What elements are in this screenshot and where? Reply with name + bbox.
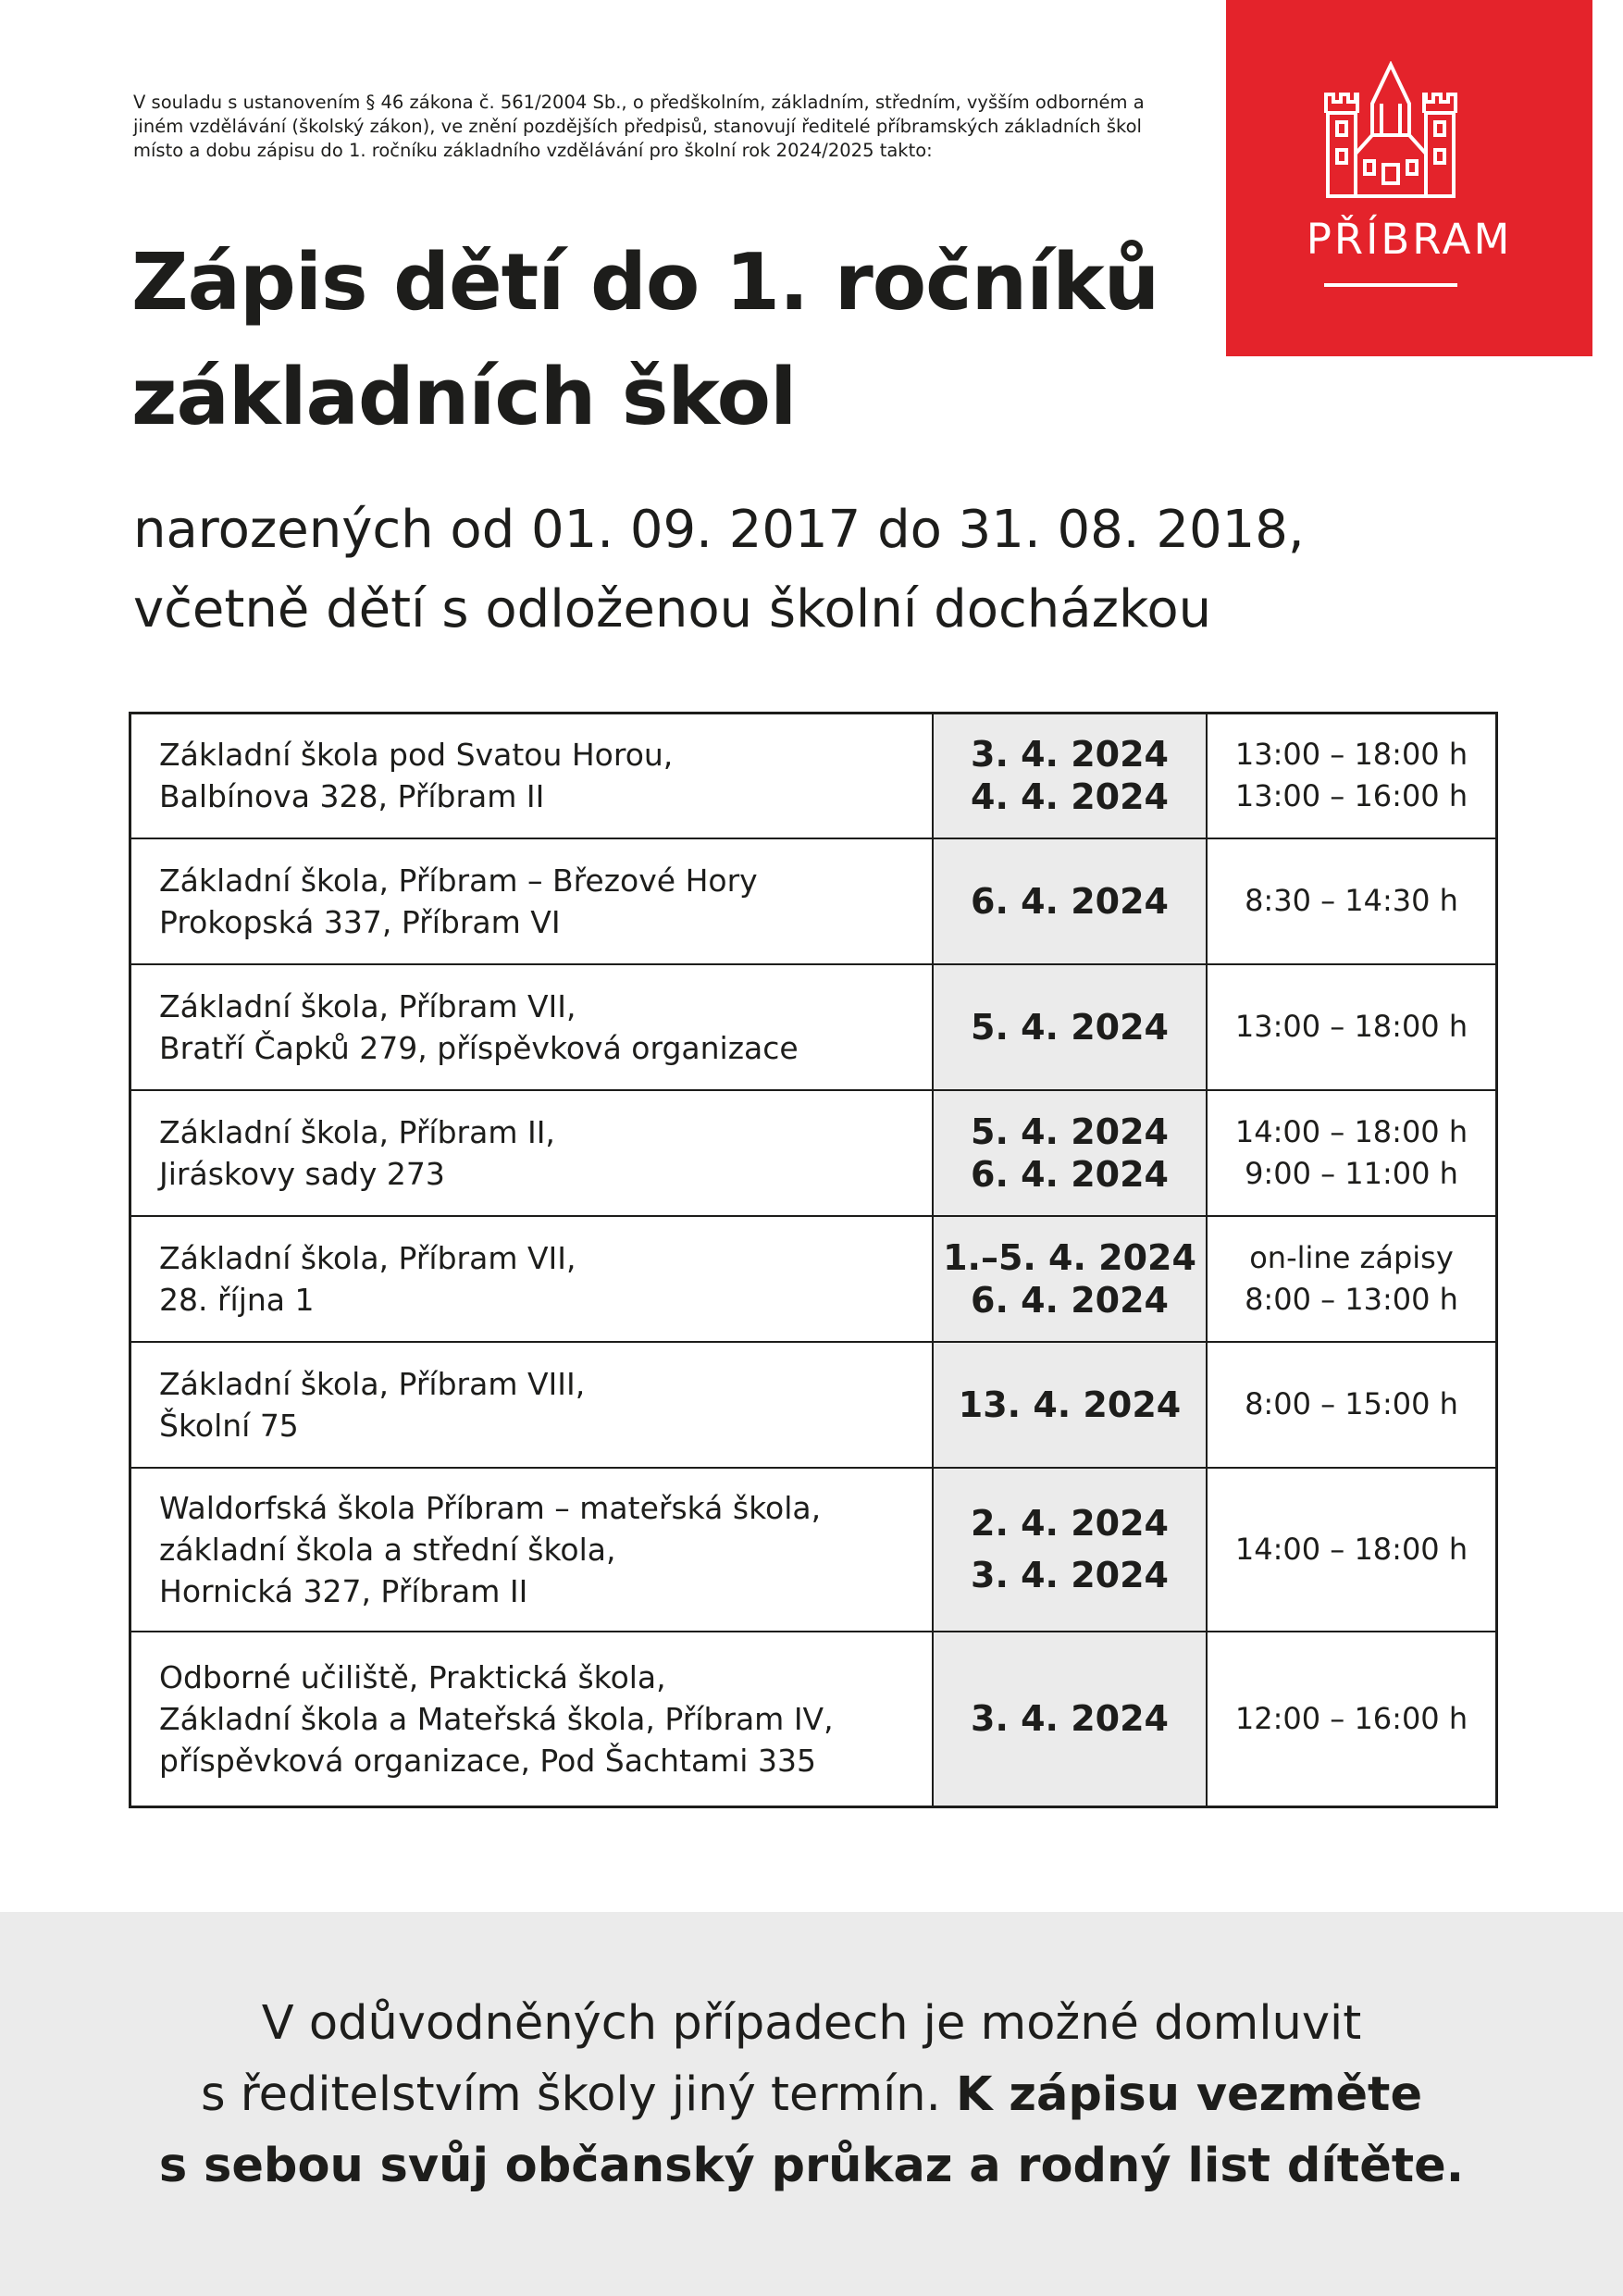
school-line: Základní škola pod Svatou Horou, (159, 737, 674, 774)
school-line: Waldorfská škola Příbram – mateřská škola, (159, 1489, 822, 1526)
enrollment-date: 2. 4. 2024 (971, 1503, 1169, 1544)
enrollment-time: 12:00 – 16:00 h (1234, 1700, 1468, 1736)
enrollment-time: on-line zápisy (1249, 1239, 1454, 1275)
enrollment-date: 6. 4. 2024 (971, 1153, 1169, 1195)
enrollment-date: 1.–5. 4. 2024 (943, 1236, 1196, 1278)
school-line: Bratří Čapků 279, příspěvková organizace (159, 1029, 799, 1066)
schools-table (129, 712, 1498, 1808)
time-cell (1207, 964, 1497, 1090)
school-line: Prokopská 337, Příbram VI (159, 903, 561, 940)
date-cell (933, 964, 1207, 1090)
table-row (130, 1090, 1497, 1216)
table-row (130, 1468, 1497, 1632)
school-line: příspěvková organizace, Pod Šachtami 335 (159, 1742, 816, 1779)
page-subtitle (133, 490, 1475, 650)
enrollment-time: 14:00 – 18:00 h (1234, 1113, 1468, 1149)
time-cell (1207, 1468, 1497, 1632)
school-line: Základní škola, Příbram VIII, (159, 1365, 586, 1402)
footer-line-2-regular: s ředitelstvím školy jiný termín. (200, 2067, 957, 2122)
enrollment-date: 4. 4. 2024 (971, 776, 1169, 818)
school-name-cell (130, 1468, 934, 1632)
footer-line-2-bold: K zápisu vezměte (956, 2067, 1423, 2122)
school-name-cell (130, 714, 934, 838)
time-cell (1207, 1216, 1497, 1342)
footer-note (0, 1988, 1623, 2202)
school-line: Jiráskovy sady 273 (159, 1155, 445, 1192)
enrollment-time: 14:00 – 18:00 h (1234, 1531, 1468, 1567)
school-line: Hornická 327, Příbram II (159, 1572, 528, 1609)
school-name-cell (130, 964, 934, 1090)
school-name-cell (130, 1216, 934, 1342)
enrollment-date: 3. 4. 2024 (971, 734, 1169, 776)
date-cell (933, 1090, 1207, 1216)
enrollment-time: 9:00 – 11:00 h (1245, 1155, 1458, 1191)
table-row (130, 1632, 1497, 1807)
date-cell (933, 838, 1207, 964)
page-title (131, 226, 1196, 455)
enrollment-time: 8:00 – 15:00 h (1245, 1386, 1458, 1421)
school-name-cell (130, 838, 934, 964)
enrollment-date: 3. 4. 2024 (971, 1555, 1169, 1595)
logo-underline (1324, 283, 1457, 287)
footer-line-3 (0, 2130, 1623, 2202)
enrollment-time: 8:30 – 14:30 h (1245, 883, 1458, 918)
enrollment-time: 13:00 – 18:00 h (1234, 737, 1468, 773)
subtitle-line-2: včetně dětí s odloženou školní docházkou (133, 579, 1212, 639)
school-name-cell (130, 1632, 934, 1807)
enrollment-date: 13. 4. 2024 (958, 1384, 1182, 1425)
time-cell (1207, 1090, 1497, 1216)
school-line: Odborné učiliště, Praktická škola, (159, 1658, 666, 1695)
school-line: Základní škola a Mateřská škola, Příbram IV, (159, 1700, 834, 1737)
enrollment-time: 8:00 – 13:00 h (1245, 1281, 1458, 1317)
enrollment-time: 13:00 – 18:00 h (1234, 1009, 1468, 1044)
date-cell (933, 1216, 1207, 1342)
date-cell (933, 1468, 1207, 1632)
school-line: Základní škola, Příbram – Březové Hory (159, 862, 758, 899)
date-cell (933, 1632, 1207, 1807)
intro-paragraph: V souladu s ustanovením § 46 zákona č. 561/2004 Sb., o předškolním, základním, středním, vyšším odborném a jiném vzdělávání (školský zákon), ve znění pozdějších předpisů, stanovují ředitelé příbramských základních škol místo a dobu zápisu do 1. ročníku základního vzdělávání pro školní rok 2024/2025 takto: (133, 92, 1145, 161)
school-name-cell (130, 1342, 934, 1468)
footer-line-3-bold: s sebou svůj občanský průkaz a rodný list dítěte. (158, 2139, 1465, 2193)
school-line: Základní škola, Příbram II, (159, 1113, 555, 1150)
subtitle-line-1: narozených od 01. 09. 2017 do 31. 08. 2018, (133, 500, 1305, 560)
enrollment-time: 13:00 – 16:00 h (1234, 778, 1468, 814)
time-cell (1207, 714, 1497, 838)
logo-city-name: PŘÍBRAM (1306, 215, 1513, 264)
school-name-cell (130, 1090, 934, 1216)
title-line-2: základních škol (131, 352, 797, 443)
school-line: základní škola a střední škola, (159, 1531, 616, 1568)
school-line: Balbínova 328, Příbram II (159, 778, 545, 815)
castle-icon (1324, 61, 1457, 200)
footer-line-1: V odůvodněných případech je možné domluvit (261, 1996, 1362, 2051)
enrollment-date: 6. 4. 2024 (971, 880, 1169, 922)
table-row (130, 838, 1497, 964)
time-cell (1207, 1342, 1497, 1468)
school-line: Základní škola, Příbram VII, (159, 987, 576, 1024)
time-cell (1207, 838, 1497, 964)
footer-line-2 (0, 2059, 1623, 2130)
table-row (130, 1216, 1497, 1342)
time-cell (1207, 1632, 1497, 1807)
enrollment-date: 5. 4. 2024 (971, 1006, 1169, 1048)
enrollment-date: 6. 4. 2024 (971, 1279, 1169, 1321)
title-line-1: Zápis dětí do 1. ročníků (131, 237, 1159, 329)
enrollment-date: 3. 4. 2024 (971, 1698, 1169, 1740)
enrollment-date: 5. 4. 2024 (971, 1111, 1169, 1152)
school-line: Školní 75 (159, 1407, 299, 1444)
pribram-logo (1226, 0, 1592, 356)
school-line: 28. října 1 (159, 1281, 315, 1318)
table-row (130, 1342, 1497, 1468)
date-cell (933, 1342, 1207, 1468)
table-row (130, 964, 1497, 1090)
date-cell (933, 714, 1207, 838)
table-row (130, 714, 1497, 838)
footer-note-box (0, 1912, 1623, 2296)
school-line: Základní škola, Příbram VII, (159, 1239, 576, 1276)
